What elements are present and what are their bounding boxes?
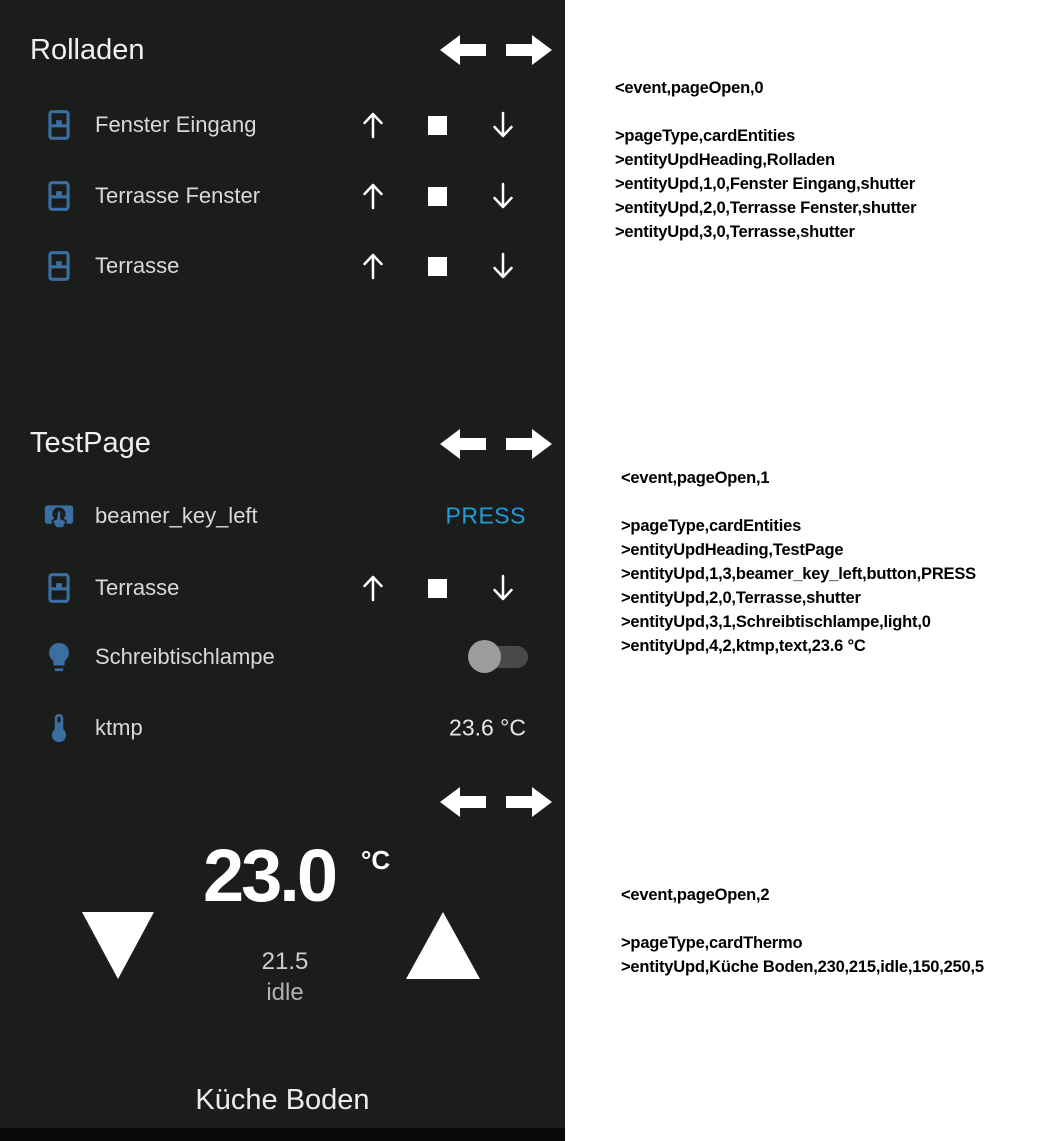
shutter-down-button[interactable] xyxy=(490,573,516,603)
protocol-line: >pageType,cardThermo xyxy=(621,934,803,952)
entity-label: Terrasse Fenster xyxy=(95,183,261,208)
entity-row xyxy=(0,494,565,538)
entity-row xyxy=(0,174,565,218)
protocol-event-line: <event,pageOpen,0 xyxy=(615,79,764,97)
current-temperature: 23.0 xyxy=(203,834,336,917)
entity-row xyxy=(0,635,565,679)
protocol-line: >entityUpd,3,0,Terrasse,shutter xyxy=(615,223,855,241)
shutter-down-button[interactable] xyxy=(490,181,516,211)
page-next-button[interactable] xyxy=(506,785,552,819)
protocol-line: >entityUpdHeading,Rolladen xyxy=(615,151,835,169)
arrow-right-icon xyxy=(506,33,552,67)
page-prev-button[interactable] xyxy=(440,33,486,67)
shutter-stop-button[interactable] xyxy=(426,251,448,281)
entity-label: Terrasse xyxy=(95,575,180,600)
protocol-line: >entityUpd,4,2,ktmp,text,23.6 °C xyxy=(621,637,866,655)
stop-square-icon xyxy=(428,257,447,276)
window-shutter-icon xyxy=(42,179,76,213)
entity-label: Schreibtischlampe xyxy=(95,644,275,669)
arrow-right-icon xyxy=(506,785,552,819)
hvac-state: idle xyxy=(266,979,304,1006)
shutter-up-button[interactable] xyxy=(360,573,386,603)
arrow-right-icon xyxy=(506,427,552,461)
thermostat-name: Küche Boden xyxy=(195,1084,370,1116)
entity-label: ktmp xyxy=(95,715,143,740)
card-testpage-heading: TestPage xyxy=(30,427,151,459)
arrow-left-icon xyxy=(440,785,486,819)
entity-row xyxy=(0,244,565,288)
press-button[interactable]: PRESS xyxy=(445,502,526,529)
page-prev-button[interactable] xyxy=(440,785,486,819)
shutter-stop-button[interactable] xyxy=(426,181,448,211)
window-shutter-icon xyxy=(42,571,76,605)
protocol-line: >pageType,cardEntities xyxy=(621,517,802,535)
protocol-line: >entityUpd,1,3,beamer_key_left,button,PRESS xyxy=(621,565,976,583)
arrow-down-icon xyxy=(490,573,516,603)
protocol-block-page1 xyxy=(621,466,976,658)
temp-increase-button[interactable] xyxy=(406,912,480,979)
entity-row xyxy=(0,706,565,750)
arrow-down-icon xyxy=(490,110,516,140)
toggle-knob xyxy=(468,640,501,673)
protocol-line: >entityUpd,2,0,Terrasse,shutter xyxy=(621,589,861,607)
light-toggle-switch[interactable] xyxy=(468,640,528,674)
window-shutter-icon xyxy=(42,108,76,142)
shutter-stop-button[interactable] xyxy=(426,110,448,140)
arrow-down-icon xyxy=(490,251,516,281)
protocol-block-page2 xyxy=(621,883,984,979)
protocol-line: >entityUpd,Küche Boden,230,215,idle,150,250,5 xyxy=(621,958,984,976)
window-shutter-icon xyxy=(42,249,76,283)
stop-square-icon xyxy=(428,187,447,206)
entity-row xyxy=(0,566,565,610)
arrow-up-icon xyxy=(360,181,386,211)
arrow-up-icon xyxy=(360,110,386,140)
protocol-line: >entityUpd,3,1,Schreibtischlampe,light,0 xyxy=(621,613,931,631)
temperature-unit: °C xyxy=(361,845,391,875)
entity-label: beamer_key_left xyxy=(95,503,258,528)
arrow-down-icon xyxy=(490,181,516,211)
protocol-line: >entityUpd,1,0,Fenster Eingang,shutter xyxy=(615,175,915,193)
protocol-event-line: <event,pageOpen,2 xyxy=(621,886,770,904)
shutter-down-button[interactable] xyxy=(490,110,516,140)
shutter-down-button[interactable] xyxy=(490,251,516,281)
stop-square-icon xyxy=(428,579,447,598)
entity-row xyxy=(0,103,565,147)
protocol-block-page0 xyxy=(615,76,916,244)
entity-label: Terrasse xyxy=(95,253,180,278)
protocol-event-line: <event,pageOpen,1 xyxy=(621,469,770,487)
shutter-stop-button[interactable] xyxy=(426,573,448,603)
protocol-line: >entityUpd,2,0,Terrasse Fenster,shutter xyxy=(615,199,917,217)
page-next-button[interactable] xyxy=(506,427,552,461)
lightbulb-icon xyxy=(42,640,76,674)
arrow-up-icon xyxy=(360,251,386,281)
target-temperature: 21.5 xyxy=(261,948,309,975)
protocol-line: >pageType,cardEntities xyxy=(615,127,796,145)
shutter-up-button[interactable] xyxy=(360,181,386,211)
page-next-button[interactable] xyxy=(506,33,552,67)
shutter-up-button[interactable] xyxy=(360,110,386,140)
arrow-left-icon xyxy=(440,427,486,461)
panel-bottom-strip xyxy=(0,1128,565,1141)
card-rolladen-heading: Rolladen xyxy=(30,34,145,66)
gesture-tap-button-icon xyxy=(42,499,76,533)
arrow-left-icon xyxy=(440,33,486,67)
shutter-up-button[interactable] xyxy=(360,251,386,281)
protocol-line: >entityUpdHeading,TestPage xyxy=(621,541,844,559)
thermometer-icon xyxy=(42,711,76,745)
page-prev-button[interactable] xyxy=(440,427,486,461)
entity-label: Fenster Eingang xyxy=(95,112,257,137)
stop-square-icon xyxy=(428,116,447,135)
arrow-up-icon xyxy=(360,573,386,603)
temp-decrease-button[interactable] xyxy=(82,912,154,979)
temperature-value: 23.6 °C xyxy=(449,714,526,741)
